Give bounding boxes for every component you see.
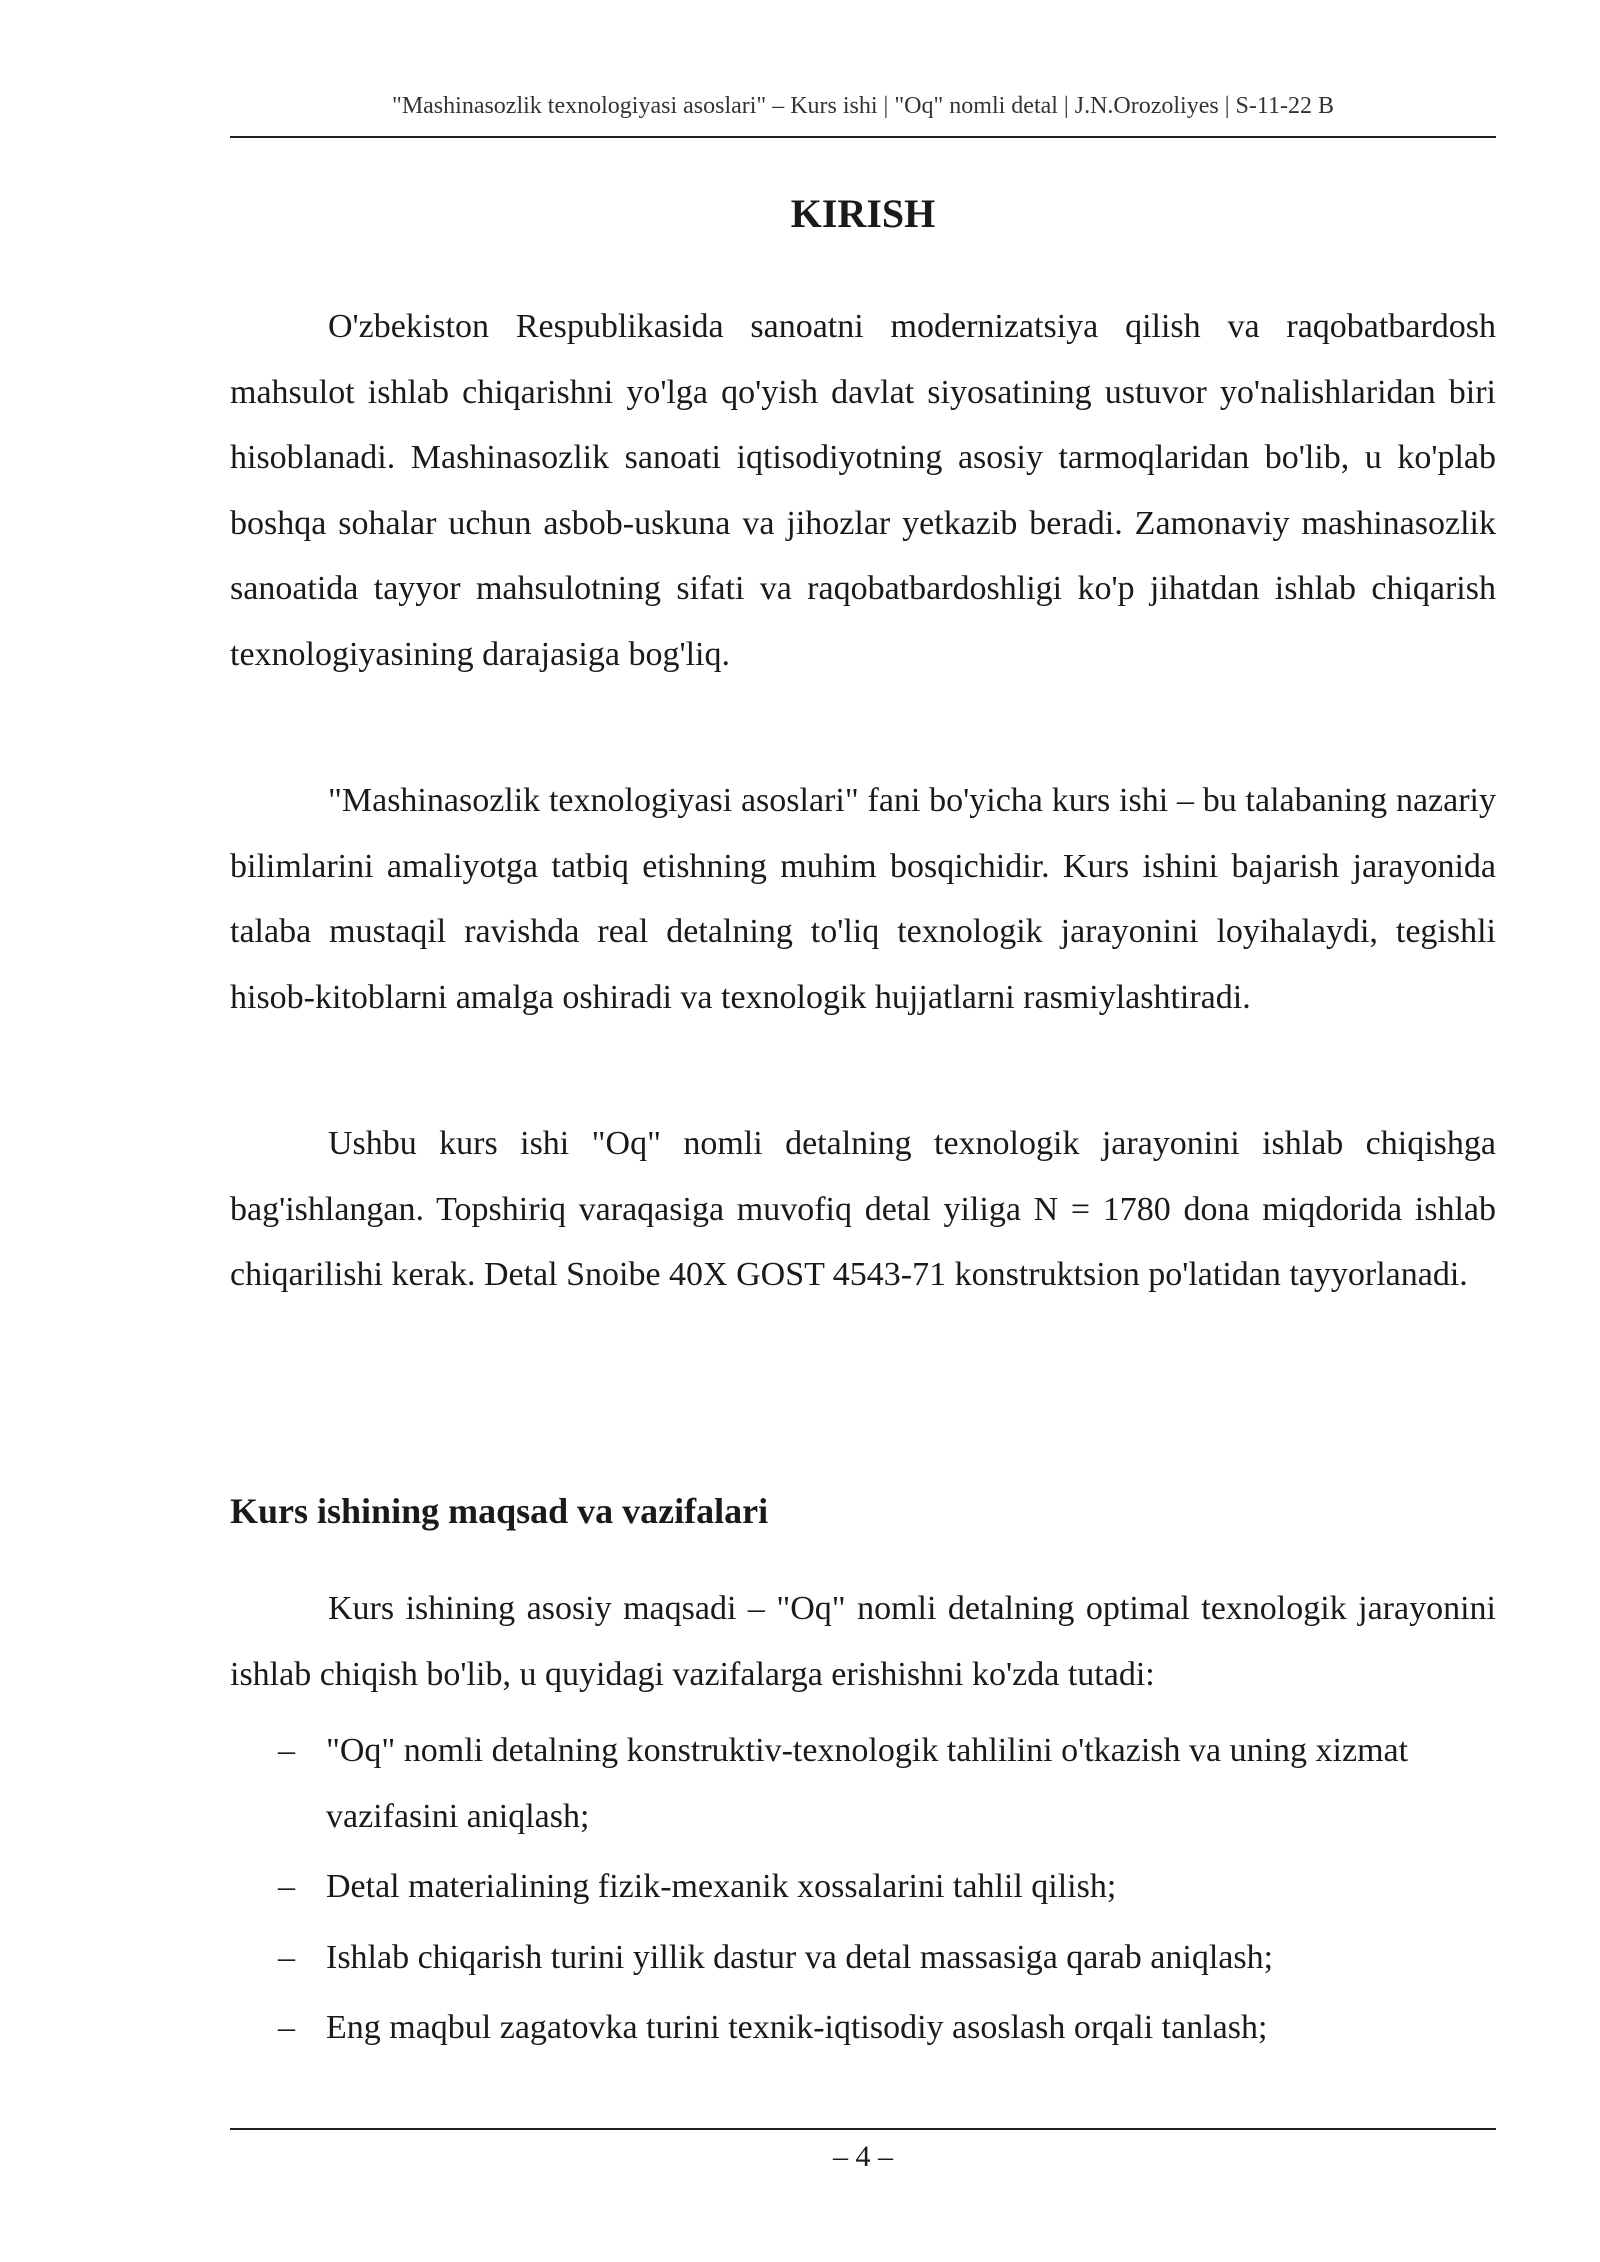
section-intro-paragraph: Kurs ishining asosiy maqsadi – "Oq" nomli detalning optimal texnologik jarayonini ishlab chiqish bo'lib, u quyidagi vazifalarga erishishni ko'zda tutadi: <box>230 1590 1496 1693</box>
list-item <box>278 1925 1496 1991</box>
list-item-text: Eng maqbul zagatovka turini texnik-iqtisodiy asoslash orqali tanlash; <box>326 2009 1268 2046</box>
list-item <box>278 1854 1496 1920</box>
intro-paragraph-2: "Mashinasozlik texnologiyasi asoslari" fani bo'yicha kurs ishi – bu talabaning nazariy bilimlarini amaliyotga tatbiq etishning muhim bosqichidir. Kurs ishini bajarish jarayonida talaba mustaqil ravishda real detalning to'liq texnologik jarayonini loyihalaydi, tegishli hisob-kitoblarni amalga oshiradi va texnologik hujjatlarni rasmiylashtiradi. <box>230 782 1496 1016</box>
page-number: – 4 – <box>833 2140 893 2173</box>
intro-paragraph-3: Ushbu kurs ishi "Oq" nomli detalning texnologik jarayonini ishlab chiqishga bag'ishlangan. Topshiriq varaqasiga muvofiq detal yiliga N = 1780 dona miqdorida ishlab chiqarilishi kerak. Detal Snoibe 40X GOST 4543-71 konstruktsion po'latidan tayyorlanadi. <box>230 1125 1496 1293</box>
list-item-text: Detal materialining fizik-mexanik xossalarini tahlil qilish; <box>326 1868 1117 1905</box>
intro-paragraph-1: O'zbekiston Respublikasida sanoatni modernizatsiya qilish va raqobatbardosh mahsulot ishlab chiqarishni yo'lga qo'yish davlat siyosatining ustuvor yo'nalishlaridan biri hisoblanadi. Mashinasozlik sanoati iqtisodiyotning asosiy tarmoqlaridan bo'lib, u ko'plab boshqa sohalar uchun asbob-uskuna va jihozlar yetkazib beradi. Zamonaviy mashinasozlik sanoatida tayyor mahsulotning sifati va raqobatbardoshligi ko'p jihatdan ishlab chiqarish texnologiyasining darajasiga bog'liq. <box>230 308 1496 673</box>
running-header: "Mashinasozlik texnologiyasi asoslari" – Kurs ishi | "Oq" nomli detal | J.N.Orozoliyes | S-11-22 B <box>392 93 1334 119</box>
list-bullet: – <box>278 1868 295 1905</box>
page-title: KIRISH <box>790 191 936 236</box>
task-list <box>278 1718 1496 2066</box>
list-bullet: – <box>278 2009 295 2046</box>
header-divider <box>230 136 1496 138</box>
footer-divider <box>230 2128 1496 2130</box>
list-item-text: Ishlab chiqarish turini yillik dastur va detal massasiga qarab aniqlash; <box>326 1938 1274 1976</box>
list-bullet: – <box>278 1938 295 1976</box>
section-heading: Kurs ishining maqsad va vazifalari <box>230 1491 769 1531</box>
list-bullet: – <box>278 1732 295 1769</box>
list-item-text: "Oq" nomli detalning konstruktiv-texnologik tahlilini o'tkazish va uning xizmat vazifasini aniqlash; <box>326 1732 1409 1835</box>
list-item <box>278 1995 1496 2061</box>
list-item <box>278 1718 1496 1849</box>
